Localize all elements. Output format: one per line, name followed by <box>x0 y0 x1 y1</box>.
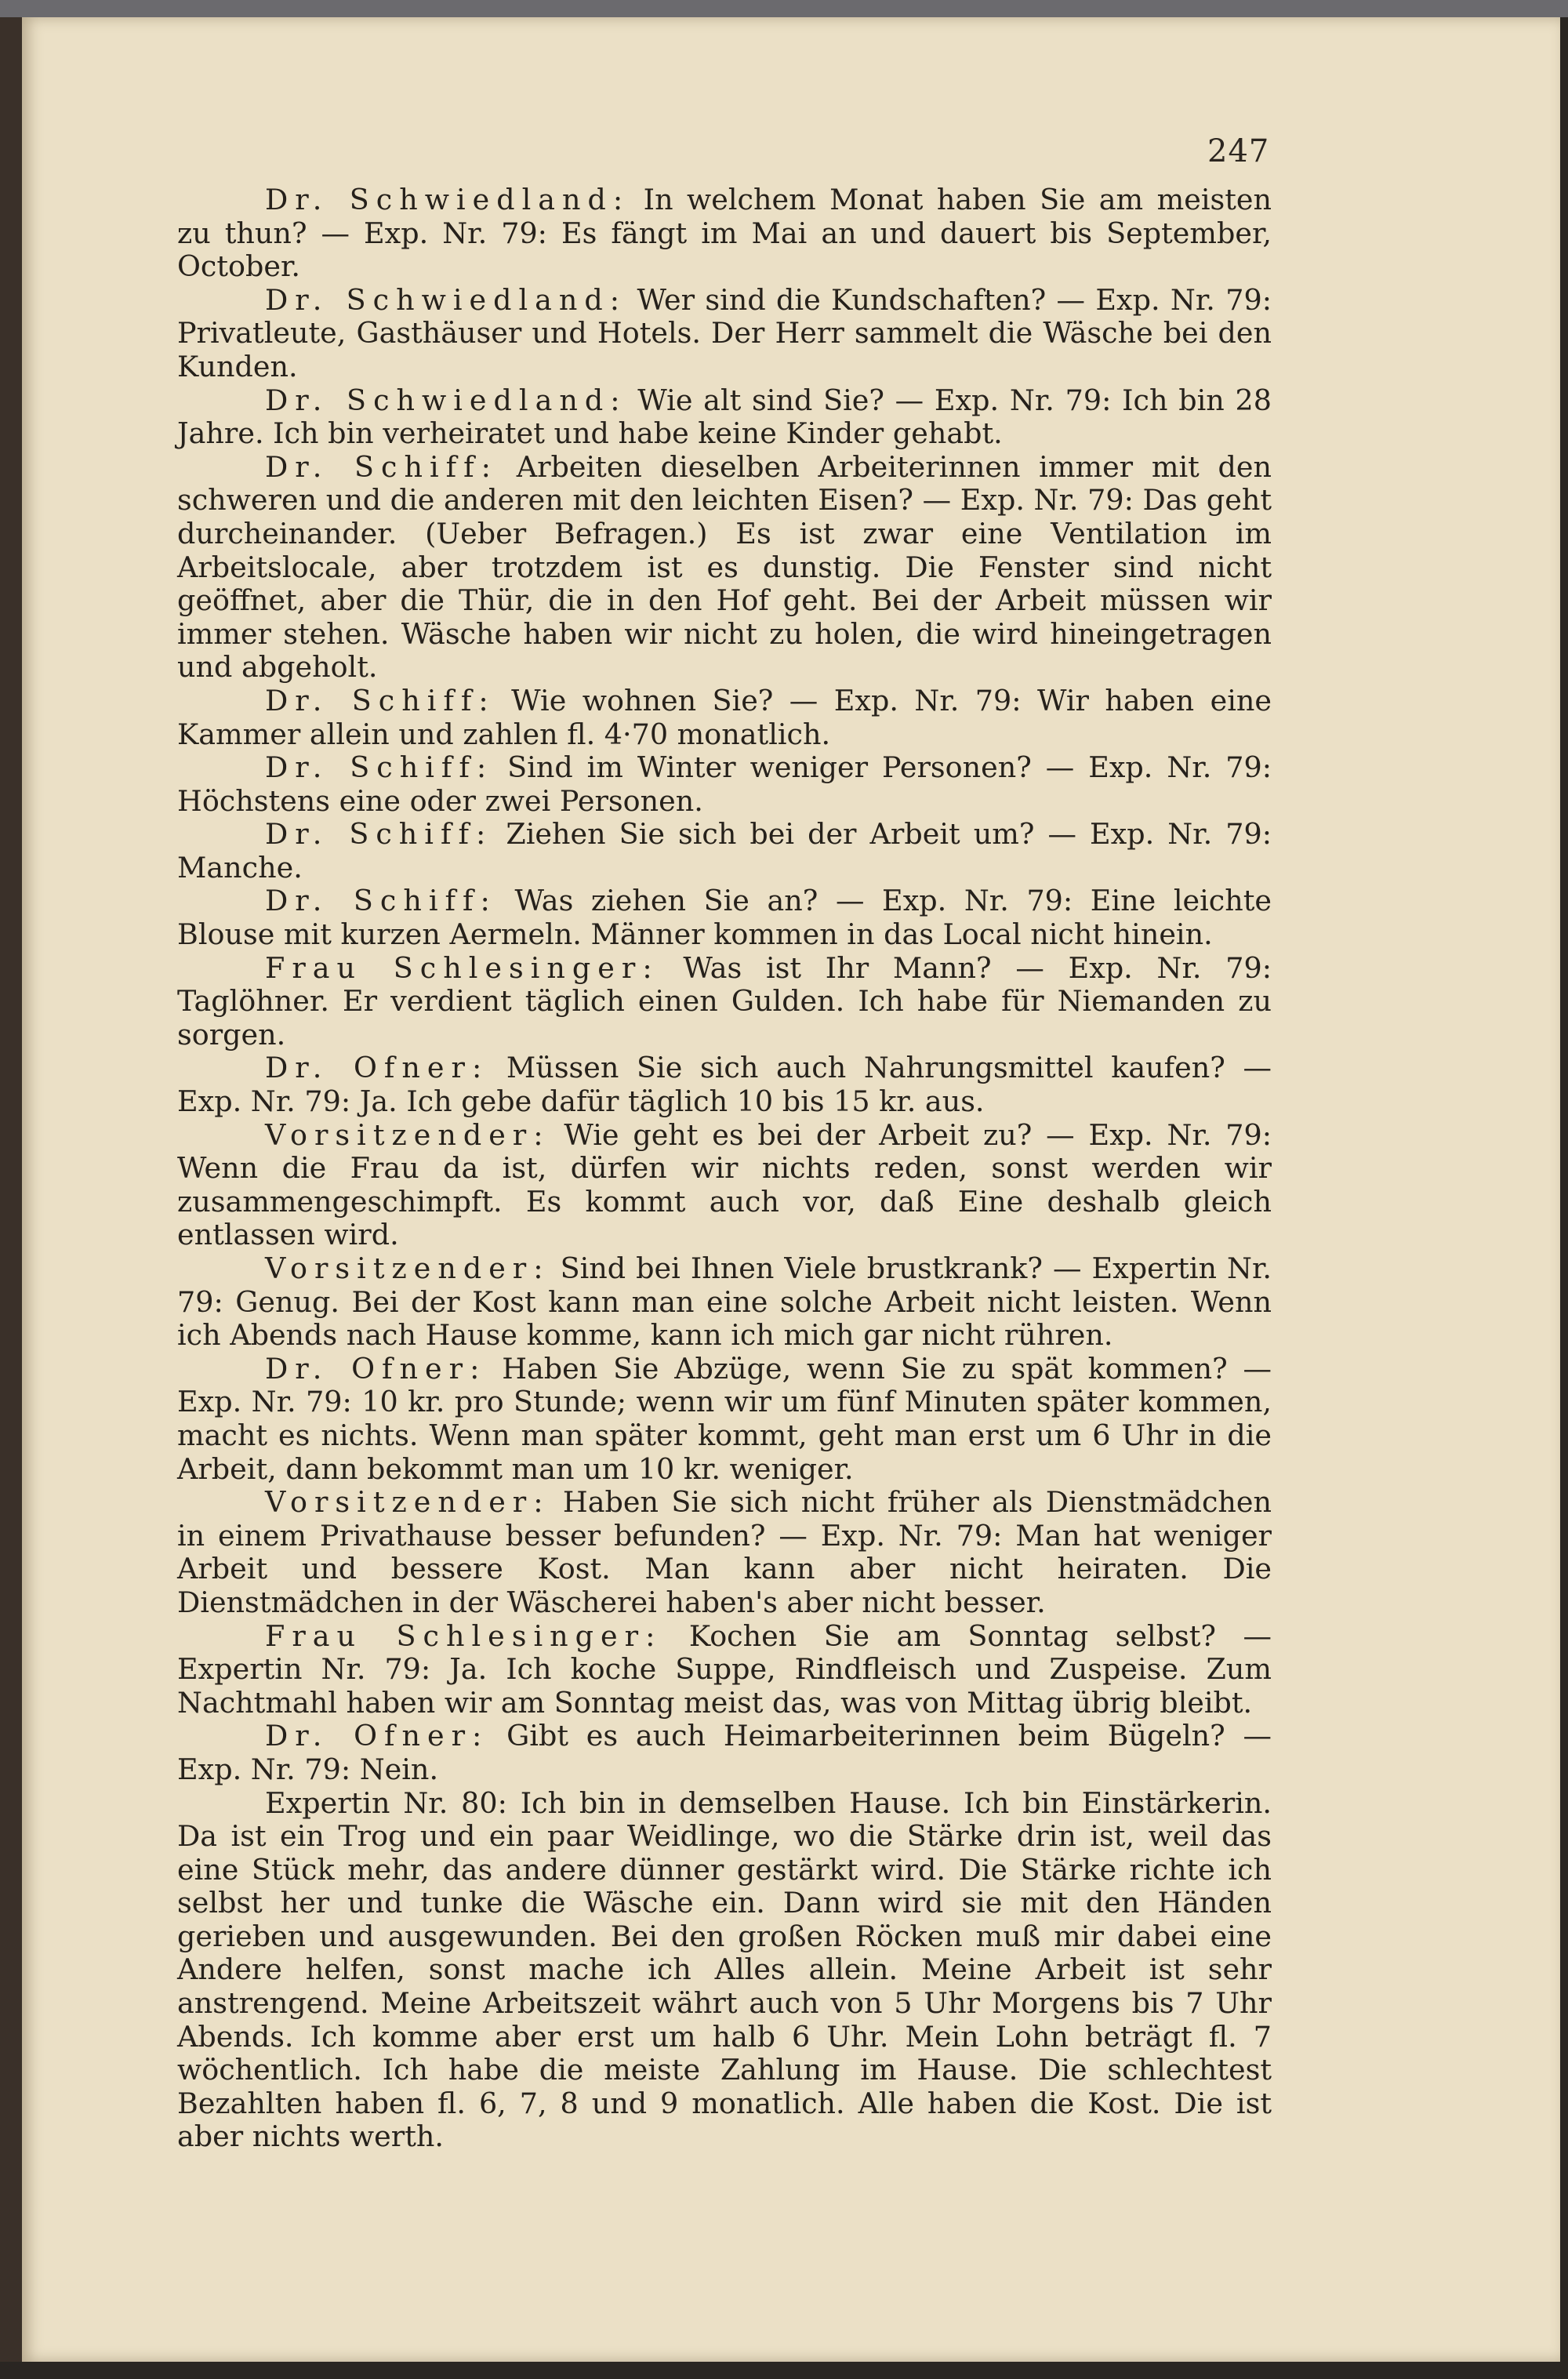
speaker-name: Vorsitzender: <box>265 1117 550 1152</box>
paragraph-text: Arbeiten dieselben Arbeiterinnen immer mit den schweren und die anderen mit den leichten Eisen? — Exp. Nr. 79: Das geht durcheinander. (Ueber Befragen.) Es ist zwar eine Ventilation im Arbeitslocale, aber trotzdem ist es dunstig. Die Fenster sind nicht geöffnet, aber die Thür, die in den Hof geht. Bei der Arbeit müssen wir immer stehen. Wäsche haben wir nicht zu holen, die wird hineingetragen und abgeholt. <box>177 449 1272 685</box>
scan-top-edge <box>0 0 1568 17</box>
speaker-name: Dr. Ofner: <box>265 1351 487 1386</box>
paragraph <box>177 384 1272 451</box>
paragraph-text: Expertin Nr. 80: Ich bin in demselben Hause. Ich bin Einstärkerin. Da ist ein Trog und ein paar Weidlinge, wo die Stärke drin ist, weil das eine Stück mehr, das andere dünner gestärkt wird. Die Stärke richte ich selbst her und tunke die Wäsche ein. Dann wird sie mit den Händen gerieben und ausgewunden. Bei den großen Röcken muß mir dabei eine Andere helfen, sonst mache ich Alles allein. Meine Arbeit ist sehr anstrengend. Meine Arbeitszeit währt auch von 5 Uhr Morgens bis 7 Uhr Abends. Ich komme aber erst um halb 6 Uhr. Mein Lohn beträgt fl. 7 wöchentlich. Ich habe die meiste Zahlung im Hause. Die schlechtest Bezahlten haben fl. 6, 7, 8 und 9 monatlich. Alle haben die Kost. Die ist aber nichts werth. <box>177 1785 1272 2154</box>
paragraph <box>177 1252 1272 1353</box>
speaker-name: Dr. Schiff: <box>265 683 495 717</box>
paragraph-text: Was ist Ihr Mann? — Exp. Nr. 79: Taglöhner. Er verdient täglich einen Gulden. Ich habe für Niemanden zu sorgen. <box>177 950 1272 1051</box>
paragraph <box>177 1620 1272 1720</box>
paragraph-text: Gibt es auch Heimarbeiterinnen beim Bügeln? — Exp. Nr. 79: Nein. <box>177 1719 1272 1786</box>
paragraph <box>177 1486 1272 1619</box>
paragraph-text: Sind im Winter weniger Personen? — Exp. Nr. 79: Höchstens eine oder zwei Personen. <box>177 750 1272 818</box>
paragraph <box>177 884 1272 951</box>
speaker-name: Dr. Schwiedland: <box>265 183 630 216</box>
speaker-name: Dr. Schiff: <box>265 884 497 918</box>
speaker-name: Dr. Schiff: <box>265 817 493 852</box>
paragraph <box>177 1051 1272 1118</box>
paragraph <box>177 751 1272 818</box>
paragraph <box>177 1353 1272 1486</box>
speaker-name: Dr. Ofner: <box>265 1051 489 1085</box>
paragraph-text: Wer sind die Kundschaften? — Exp. Nr. 79: Privatleute, Gasthäuser und Hotels. Der Herr sammelt die Wäsche bei den Kunden. <box>177 282 1272 383</box>
scan-bottom-edge <box>0 2362 1568 2379</box>
paragraph <box>177 1787 1272 2155</box>
paragraph-text: Müssen Sie sich auch Nahrungsmittel kaufen? — Exp. Nr. 79: Ja. Ich gebe dafür täglich 10 bis 15 kr. aus. <box>177 1051 1272 1119</box>
paragraph-text: Wie wohnen Sie? — Exp. Nr. 79: Wir haben eine Kammer allein und zahlen fl. 4·70 monatlich. <box>177 683 1272 751</box>
speaker-name: Vorsitzender: <box>265 1485 550 1520</box>
speaker-name: Dr. Schwiedland: <box>265 383 627 417</box>
speaker-name: Dr. Schwiedland: <box>265 282 627 317</box>
paragraph <box>177 1720 1272 1786</box>
paragraph <box>177 685 1272 751</box>
speaker-name: Frau Schlesinger: <box>265 950 659 985</box>
paragraph-text: Ziehen Sie sich bei der Arbeit um? — Exp. Nr. 79: Manche. <box>177 817 1272 884</box>
paragraph <box>177 952 1272 1052</box>
page-number: 247 <box>1207 133 1270 169</box>
speaker-name: Vorsitzender: <box>265 1251 550 1285</box>
paragraph <box>177 1119 1272 1252</box>
paragraph <box>177 451 1272 685</box>
paragraph-text: Wie geht es bei der Arbeit zu? — Exp. Nr. 79: Wenn die Frau da ist, dürfen wir nichts reden, sonst werden wir zusammengeschimpft. Es kommt auch vor, daß Eine deshalb gleich entlassen wird. <box>177 1117 1272 1252</box>
speaker-name: Dr. Schiff: <box>265 750 494 785</box>
paragraph <box>177 183 1272 284</box>
paragraph <box>177 284 1272 384</box>
paragraph-text: Sind bei Ihnen Viele brustkrank? — Expertin Nr. 79: Genug. Bei der Kost kann man eine solche Arbeit nicht leisten. Wenn ich Abends nach Hause komme, kann ich mich gar nicht rühren. <box>177 1251 1272 1353</box>
speaker-name: Frau Schlesinger: <box>265 1618 662 1653</box>
page-body <box>177 183 1272 2154</box>
paragraph-text: Wie alt sind Sie? — Exp. Nr. 79: Ich bin 28 Jahre. Ich bin verheiratet und habe keine Kinder gehabt. <box>177 383 1272 451</box>
speaker-name: Dr. Ofner: <box>265 1719 489 1753</box>
paragraph-text: Haben Sie Abzüge, wenn Sie zu spät kommen? — Exp. Nr. 79: 10 kr. pro Stunde; wenn wir um fünf Minuten später kommen, macht es nichts. Wenn man später kommt, geht man erst um 6 Uhr in die Arbeit, dann bekommt man um 10 kr. weniger. <box>177 1351 1272 1486</box>
book-spine-edge <box>0 17 22 2379</box>
paragraph-text: Kochen Sie am Sonntag selbst? — Expertin Nr. 79: Ja. Ich koche Suppe, Rindfleisch und Zuspeise. Zum Nachtmahl haben wir am Sonntag meist das, was von Mittag übrig bleibt. <box>177 1618 1272 1720</box>
paragraph-text: Was ziehen Sie an? — Exp. Nr. 79: Eine leichte Blouse mit kurzen Aermeln. Männer kommen in das Local nicht hinein. <box>177 884 1272 952</box>
paragraph-text: In welchem Monat haben Sie am meisten zu thun? — Exp. Nr. 79: Es fängt im Mai an und dauert bis September, October. <box>177 183 1272 284</box>
paragraph-text: Haben Sie sich nicht früher als Dienstmädchen in einem Privathause besser befunden? — Exp. Nr. 79: Man hat weniger Arbeit und bessere Kost. Man kann aber nicht heiraten. Die Dienstmädchen in der Wäscherei haben's aber nicht besser. <box>177 1485 1272 1619</box>
paragraph <box>177 818 1272 884</box>
speaker-name: Dr. Schiff: <box>265 449 498 484</box>
